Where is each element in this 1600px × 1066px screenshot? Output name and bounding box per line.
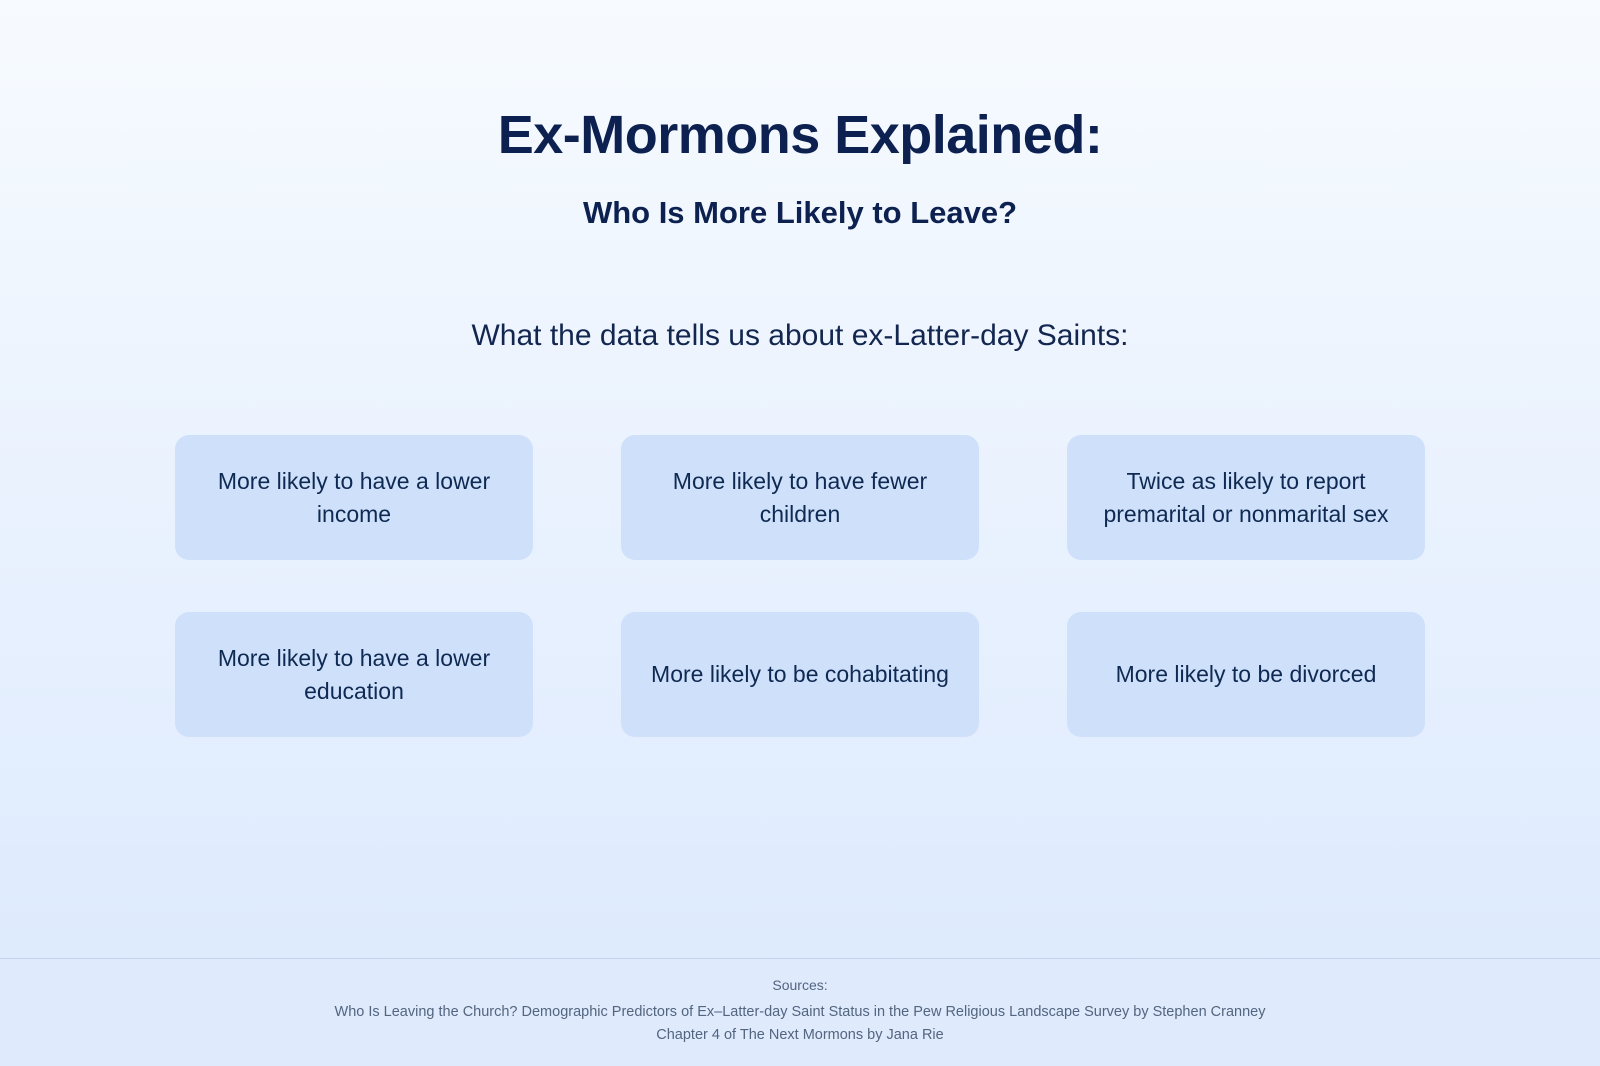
cards-grid: [175, 435, 1425, 737]
fact-card: More likely to be divorced: [1067, 612, 1425, 737]
fact-card: More likely to have a lower income: [175, 435, 533, 560]
sources-label: Sources:: [772, 977, 828, 994]
fact-card: More likely to be cohabitating: [621, 612, 979, 737]
source-citation: Who Is Leaving the Church? Demographic Predictors of Ex–Latter-day Saint Status in the Pew Religious Landscape Survey by Stephen Cranney: [334, 1004, 1266, 1021]
lead-text: What the data tells us about ex-Latter-day Saints:: [471, 319, 1129, 353]
page-title: Ex-Mormons Explained:: [497, 105, 1103, 165]
slide-header: [0, 0, 1600, 231]
fact-card: Twice as likely to report premarital or nonmarital sex: [1067, 435, 1425, 560]
cards-section: [0, 435, 1600, 737]
fact-card: More likely to have fewer children: [621, 435, 979, 560]
page-subtitle: Who Is More Likely to Leave?: [582, 195, 1018, 231]
spacer: [0, 737, 1600, 958]
source-citation: Chapter 4 of The Next Mormons by Jana Rie: [656, 1026, 944, 1043]
fact-card: More likely to have a lower education: [175, 612, 533, 737]
sources-footer: [0, 958, 1600, 1066]
